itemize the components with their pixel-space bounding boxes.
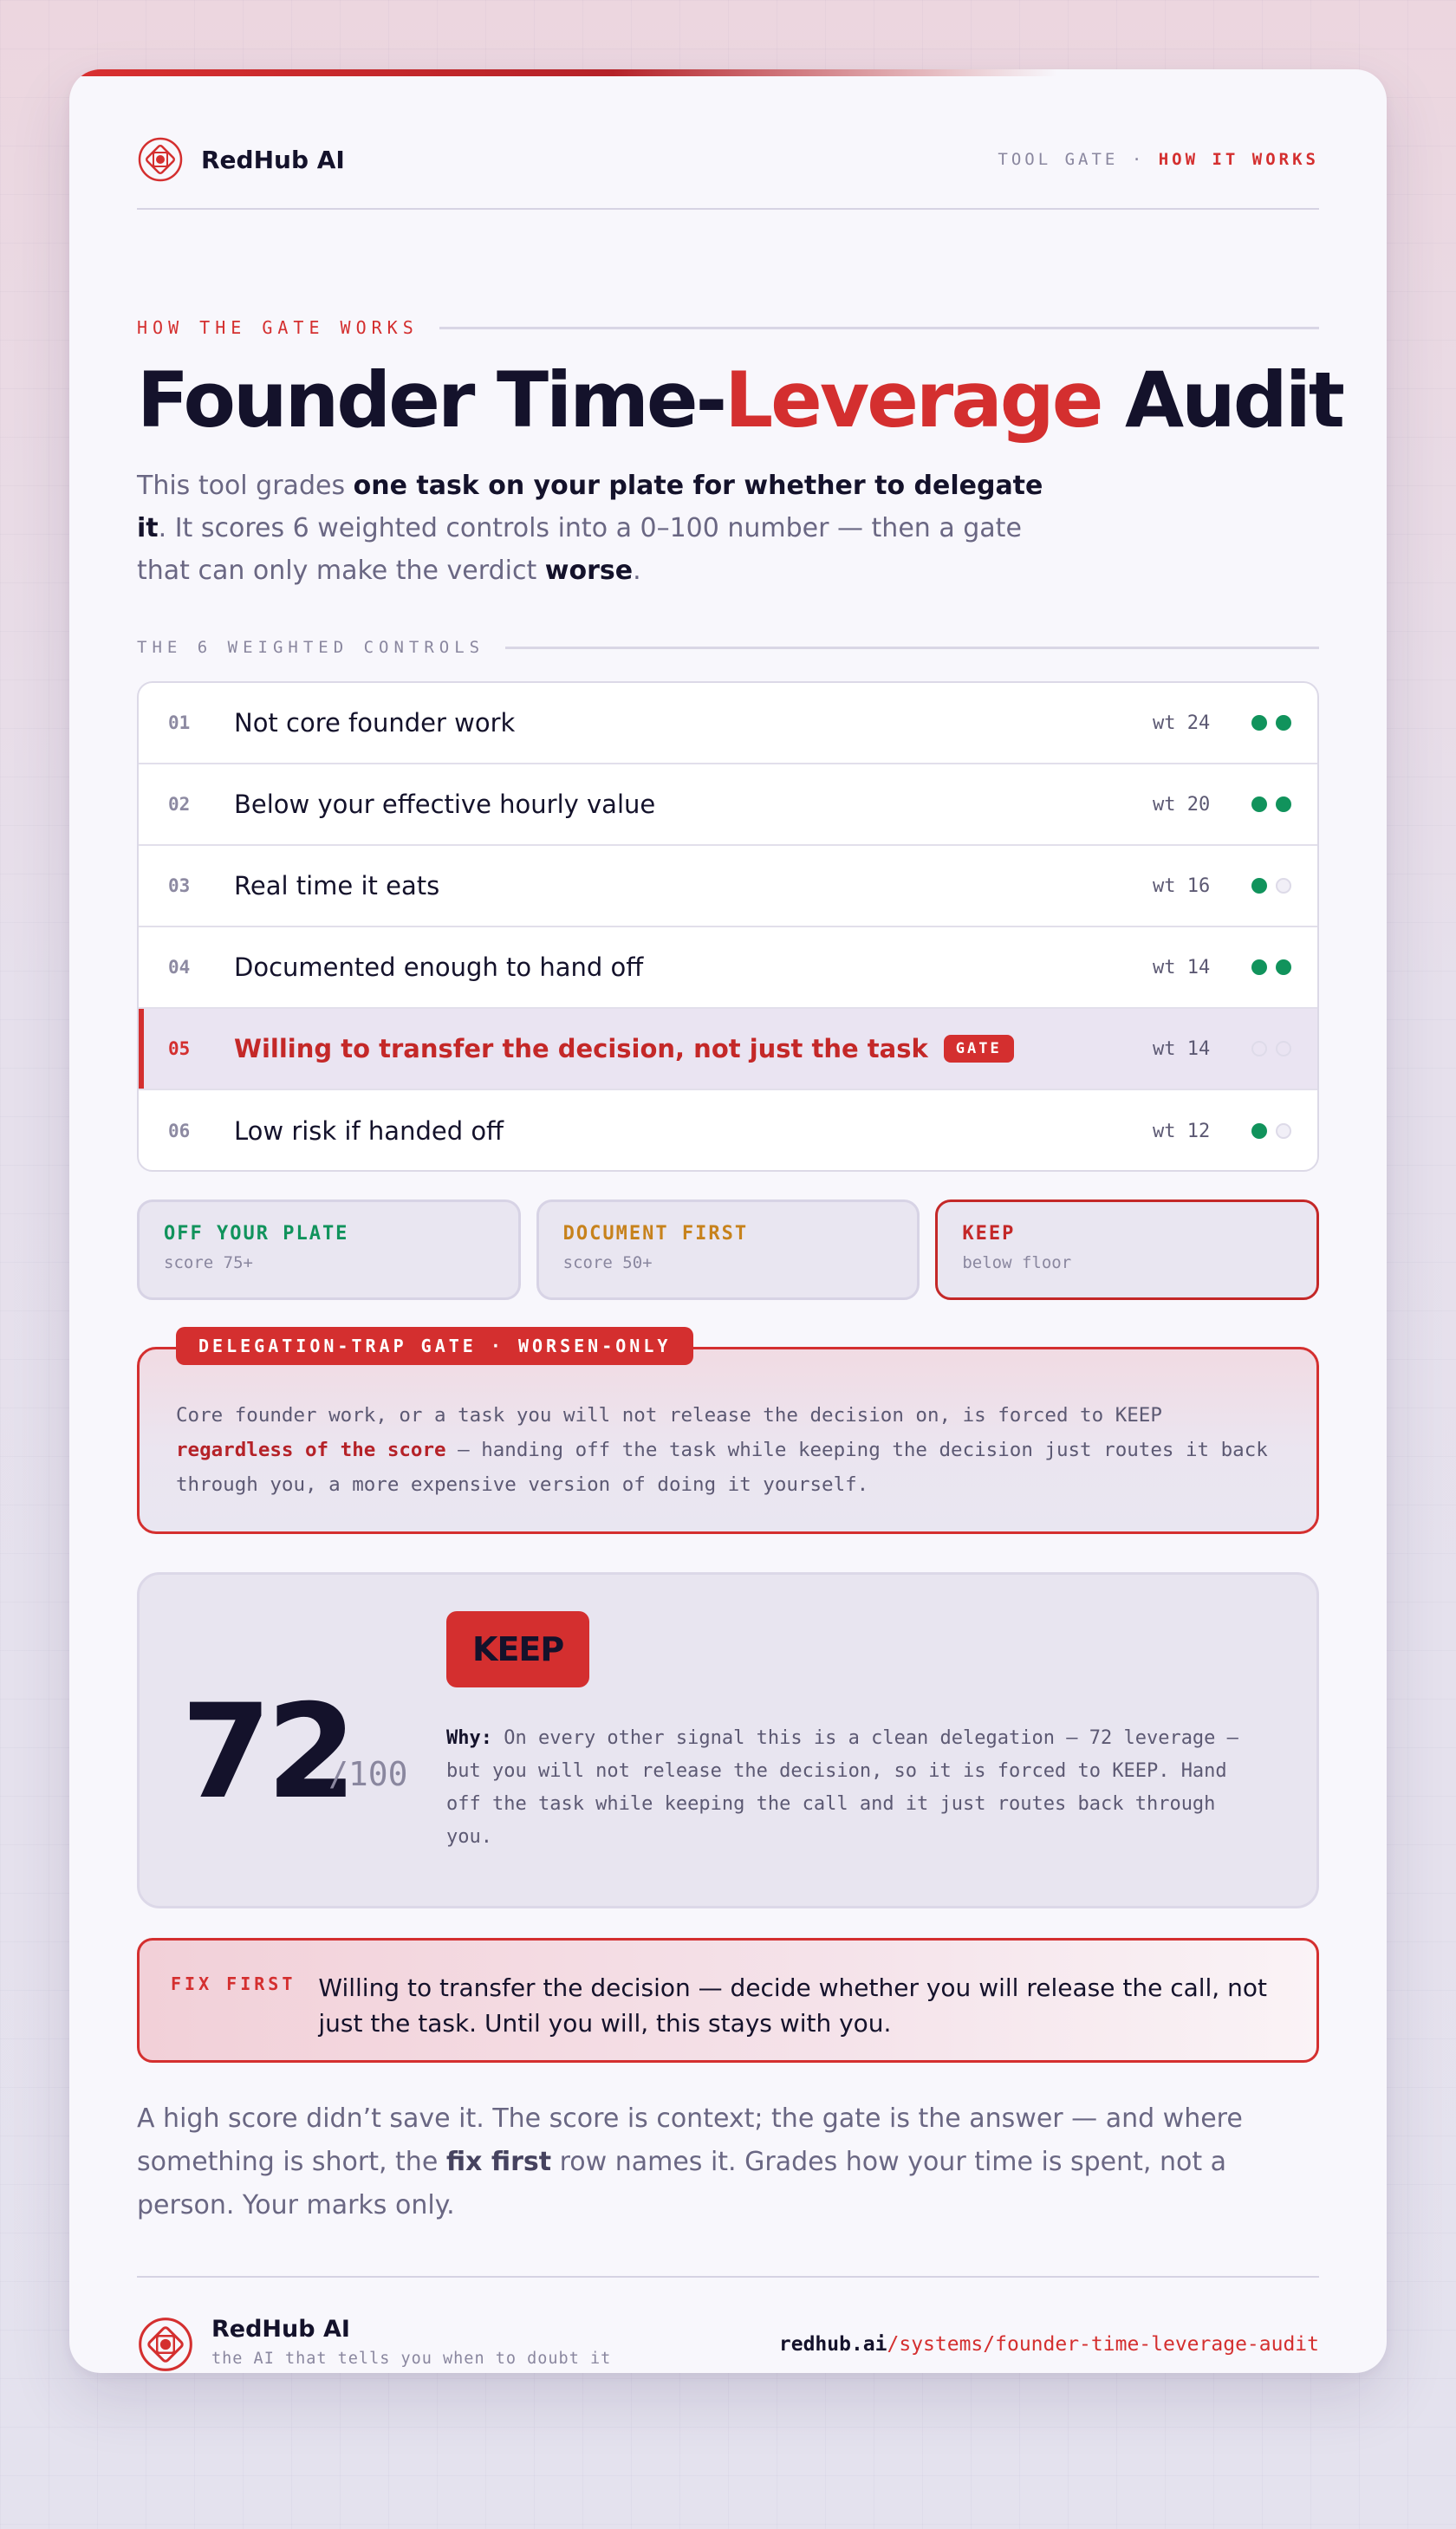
control-row bbox=[139, 927, 1317, 1009]
why-label: Why: bbox=[446, 1727, 492, 1749]
control-dots bbox=[1231, 878, 1317, 894]
tier-threshold: below floor bbox=[962, 1253, 1072, 1272]
outro-text-2: row names it. Grades how your time is spent, not a person. Your marks only. bbox=[137, 2147, 1227, 2220]
control-weight: wt 24 bbox=[1153, 712, 1211, 734]
title-part1: Founder Time- bbox=[137, 355, 725, 445]
outro-paragraph bbox=[137, 2097, 1324, 2227]
status-dot bbox=[1276, 959, 1291, 975]
tier-keep bbox=[935, 1199, 1319, 1300]
status-dot bbox=[1276, 1041, 1291, 1056]
control-number: 03 bbox=[168, 875, 191, 896]
header-divider bbox=[137, 208, 1319, 210]
control-row bbox=[139, 846, 1317, 927]
eyebrow-rule bbox=[439, 327, 1319, 329]
status-dot bbox=[1276, 715, 1291, 731]
footer-tagline: the AI that tells you when to doubt it bbox=[211, 2350, 612, 2368]
score-value: 72 bbox=[181, 1677, 352, 1828]
control-label bbox=[234, 1034, 1153, 1063]
tier-threshold: score 75+ bbox=[164, 1253, 253, 1272]
url-path: /systems/founder-time-leverage-audit bbox=[887, 2333, 1319, 2356]
top-nav bbox=[998, 150, 1319, 169]
controls-table bbox=[137, 681, 1319, 1172]
redhub-logo-icon bbox=[137, 2316, 194, 2373]
control-dots bbox=[1231, 959, 1317, 975]
gate-explainer bbox=[137, 1336, 1319, 1534]
tier-name: KEEP bbox=[962, 1223, 1016, 1245]
fix-first-callout bbox=[137, 1938, 1319, 2063]
controls-heading-label: THE 6 WEIGHTED CONTROLS bbox=[137, 638, 485, 657]
title-part2: Audit bbox=[1101, 355, 1342, 445]
status-dot bbox=[1251, 1041, 1267, 1056]
control-label: Below your effective hourly value bbox=[234, 790, 656, 819]
tier-name: OFF YOUR PLATE bbox=[164, 1223, 349, 1245]
status-dot bbox=[1251, 796, 1267, 812]
outro-bold: fix first bbox=[445, 2147, 552, 2177]
audit-card bbox=[69, 69, 1387, 2373]
footer-url-link[interactable] bbox=[779, 2333, 1319, 2356]
lede-bold-1: one task on your plate for whether to delegate it bbox=[137, 471, 1043, 543]
header bbox=[137, 135, 1319, 184]
outro-text-1: A high score didn’t save it. The score is context; the gate is the answer — and where something is short, the bbox=[137, 2103, 1243, 2177]
control-number: 01 bbox=[168, 712, 191, 733]
control-dots bbox=[1231, 1123, 1317, 1139]
why-text: On every other signal this is a clean delegation — 72 leverage — but you will not release the decision, so it is forced to KEEP. Hand off the task while keeping the call and it just routes back through you. bbox=[446, 1727, 1238, 1848]
control-row bbox=[139, 683, 1317, 764]
lede-text-1: This tool grades bbox=[137, 471, 354, 501]
redhub-logo-icon bbox=[137, 136, 184, 183]
score-panel bbox=[137, 1572, 1319, 1908]
control-label: Documented enough to hand off bbox=[234, 952, 644, 982]
lede-text-3: . bbox=[633, 556, 641, 586]
control-number: 04 bbox=[168, 957, 191, 978]
control-dots bbox=[1231, 796, 1317, 812]
control-label: Real time it eats bbox=[234, 871, 440, 900]
tier-off-your-plate bbox=[137, 1199, 521, 1300]
status-dot bbox=[1276, 878, 1291, 894]
control-label: Low risk if handed off bbox=[234, 1116, 504, 1146]
url-host: redhub.ai bbox=[778, 2333, 887, 2356]
brand[interactable] bbox=[137, 136, 345, 183]
control-number: 05 bbox=[168, 1038, 191, 1059]
control-weight: wt 12 bbox=[1153, 1120, 1211, 1142]
title-accent: Leverage bbox=[725, 355, 1102, 445]
eyebrow-label: HOW THE GATE WORKS bbox=[137, 317, 419, 338]
controls-heading-rule bbox=[505, 647, 1319, 649]
footer bbox=[137, 2316, 1319, 2373]
control-row bbox=[139, 1090, 1317, 1172]
verdict-tiers bbox=[137, 1199, 1319, 1300]
footer-brand-name: RedHub AI bbox=[211, 2316, 350, 2343]
control-weight: wt 14 bbox=[1153, 1037, 1211, 1060]
status-dot bbox=[1276, 796, 1291, 812]
gate-text-1: Core founder work, or a task you will not release the decision on, is forced to KEEP bbox=[176, 1404, 1162, 1427]
nav-how-it-works[interactable]: HOW IT WORKS bbox=[1158, 150, 1319, 169]
footer-divider bbox=[137, 2276, 1319, 2278]
gate-description bbox=[176, 1398, 1280, 1502]
nav-tool-gate[interactable]: TOOL GATE bbox=[998, 150, 1119, 169]
controls-heading bbox=[137, 638, 1319, 657]
status-dot bbox=[1251, 959, 1267, 975]
tier-document-first bbox=[536, 1199, 920, 1300]
status-dot bbox=[1276, 1123, 1291, 1139]
control-weight: wt 16 bbox=[1153, 874, 1211, 897]
control-number: 02 bbox=[168, 794, 191, 815]
status-dot bbox=[1251, 1123, 1267, 1139]
control-label-text: Willing to transfer the decision, not just the task bbox=[234, 1034, 928, 1063]
control-dots bbox=[1231, 1041, 1317, 1056]
lede-paragraph bbox=[137, 465, 1056, 592]
score-denominator: /100 bbox=[328, 1755, 408, 1793]
gate-tag: DELEGATION-TRAP GATE · WORSEN-ONLY bbox=[176, 1327, 693, 1365]
brand-name: RedHub AI bbox=[201, 145, 345, 174]
control-dots bbox=[1231, 715, 1317, 731]
section-eyebrow bbox=[137, 317, 1319, 338]
tier-name: DOCUMENT FIRST bbox=[562, 1223, 749, 1245]
control-label: Not core founder work bbox=[234, 708, 516, 738]
control-weight: wt 14 bbox=[1153, 956, 1211, 978]
verdict-badge: KEEP bbox=[446, 1611, 589, 1687]
accent-bar bbox=[69, 69, 1057, 76]
control-row bbox=[139, 764, 1317, 846]
status-dot bbox=[1251, 715, 1267, 731]
fix-first-label: FIX FIRST bbox=[171, 1973, 296, 1994]
lede-text-2: . It scores 6 weighted controls into a 0–100 number — then a gate that can only make the verdict bbox=[137, 513, 1022, 586]
verdict-explanation bbox=[446, 1722, 1247, 1854]
gate-bold: regardless of the score bbox=[176, 1439, 446, 1461]
nav-separator: · bbox=[1131, 150, 1146, 169]
page-title bbox=[137, 355, 1342, 445]
fix-first-text: Willing to transfer the decision — decide whether you will release the call, not just the task. Until you will, this stays with you. bbox=[318, 1973, 1267, 2038]
gate-text-2: — handing off the task while keeping the decision just routes it back through you, a more expensive version of doing it yourself. bbox=[176, 1439, 1268, 1496]
control-weight: wt 20 bbox=[1153, 793, 1211, 816]
status-dot bbox=[1251, 878, 1267, 894]
control-number: 06 bbox=[168, 1121, 191, 1141]
control-row-gate bbox=[139, 1009, 1317, 1090]
gate-badge: GATE bbox=[944, 1035, 1014, 1063]
tier-threshold: score 50+ bbox=[562, 1253, 653, 1272]
lede-bold-2: worse bbox=[544, 556, 634, 586]
